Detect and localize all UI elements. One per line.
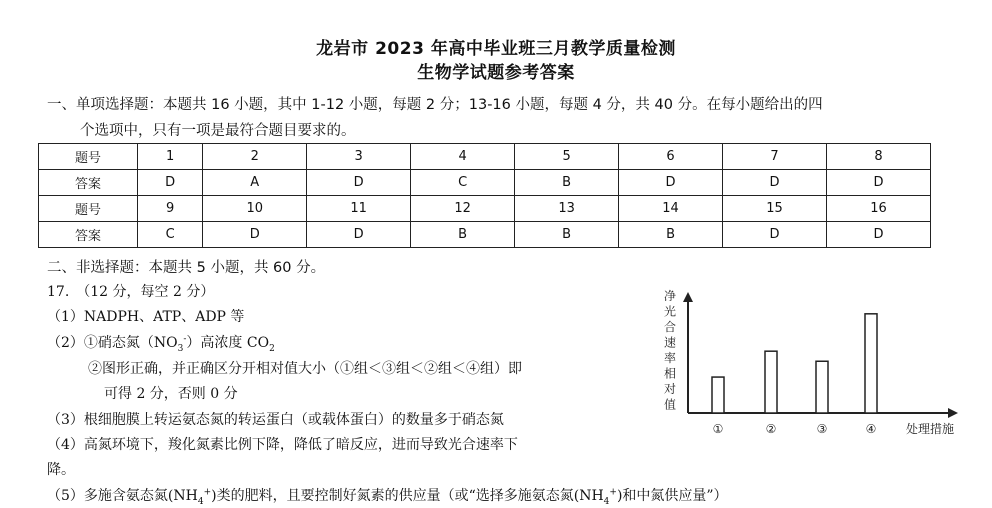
table-cell: 7 xyxy=(723,144,827,170)
table-cell: D xyxy=(723,222,827,248)
table-cell: C xyxy=(138,222,203,248)
y-axis-label: 净 xyxy=(663,289,677,303)
y-axis-label: 速 xyxy=(663,335,677,350)
table-cell: D xyxy=(203,222,307,248)
y-axis-label: 相 xyxy=(663,366,677,381)
answer-2a: （2）①硝态氮$(NO_3^-)$高浓度 $CO_2$ xyxy=(47,334,275,354)
bar xyxy=(712,377,724,413)
y-axis-label: 合 xyxy=(663,320,677,334)
table-cell: 3 xyxy=(307,144,411,170)
section2-heading: 二、非选择题：本题共 5 小题，共 60 分。 xyxy=(47,260,326,276)
y-axis-label: 值 xyxy=(663,397,677,412)
table-cell: B xyxy=(619,222,723,248)
bar-chart xyxy=(658,282,968,442)
x-tick-label: ④ xyxy=(865,422,877,436)
table-cell: D xyxy=(826,170,930,196)
x-axis-arrow xyxy=(948,408,958,418)
table-row xyxy=(39,170,931,196)
answer-2b: ②图形正确，并正确区分开相对值大小（①组＜③组＜②组＜④组）即 xyxy=(88,361,522,377)
answer-table xyxy=(38,143,931,248)
table-cell: A xyxy=(203,170,307,196)
table-cell: B xyxy=(411,222,515,248)
table-row xyxy=(39,222,931,248)
table-cell: D xyxy=(723,170,827,196)
table-cell: 9 xyxy=(138,196,203,222)
table-cell: 5 xyxy=(515,144,619,170)
y-axis-label: 对 xyxy=(663,382,677,396)
table-cell: 16 xyxy=(826,196,930,222)
section1-instructions: 一、单项选择题：本题共 16 小题，其中 1-12 小题，每题 2 分；13-16 小题，每题 4 分，共 40 分。在每小题给出的四 xyxy=(47,97,823,113)
y-axis-label: 率 xyxy=(663,351,677,365)
answer-3: （3）根细胞膜上转运氨态氮的转运蛋白（或载体蛋白）的数量多于硝态氮 xyxy=(47,412,504,428)
table-cell: 4 xyxy=(411,144,515,170)
table-cell: D xyxy=(307,170,411,196)
table-cell: 13 xyxy=(515,196,619,222)
table-cell: 12 xyxy=(411,196,515,222)
answer-4: （4）高氮环境下，羧化氮素比例下降，降低了暗反应，进而导致光合速率下 xyxy=(47,437,518,453)
table-cell: 8 xyxy=(826,144,930,170)
table-cell: 14 xyxy=(619,196,723,222)
bar xyxy=(765,351,777,413)
table-cell: 11 xyxy=(307,196,411,222)
table-cell: D xyxy=(619,170,723,196)
answer-4-cont: 降。 xyxy=(47,462,75,478)
table-cell: D xyxy=(307,222,411,248)
row-label: 题号 xyxy=(39,144,138,170)
bar xyxy=(865,314,877,413)
table-cell: 6 xyxy=(619,144,723,170)
y-axis-label: 光 xyxy=(663,304,677,319)
x-tick-label: ③ xyxy=(816,422,828,436)
doc-title-line1: 龙岩市 2023 年高中毕业班三月教学质量检测 xyxy=(316,39,676,59)
answer-1: （1）NADPH、ATP、ADP 等 xyxy=(47,309,245,325)
answer-2b-cont: 可得 2 分，否则 0 分 xyxy=(104,386,238,402)
table-cell: D xyxy=(826,222,930,248)
x-axis-label: 处理措施 xyxy=(905,422,955,436)
y-axis-arrow xyxy=(683,292,693,302)
table-cell: D xyxy=(138,170,203,196)
table-cell: 15 xyxy=(723,196,827,222)
table-cell: B xyxy=(515,222,619,248)
row-label: 答案 xyxy=(39,222,138,248)
x-tick-label: ① xyxy=(712,422,724,436)
row-label: 题号 xyxy=(39,196,138,222)
table-row xyxy=(39,144,931,170)
row-label: 答案 xyxy=(39,170,138,196)
x-tick-label: ② xyxy=(765,422,777,436)
table-row xyxy=(39,196,931,222)
table-cell: 2 xyxy=(203,144,307,170)
table-cell: B xyxy=(515,170,619,196)
section1-instructions-cont: 个选项中，只有一项是最符合题目要求的。 xyxy=(80,123,356,139)
q17-header: 17. （12 分，每空 2 分） xyxy=(47,284,215,300)
table-cell: 1 xyxy=(138,144,203,170)
answer-5: （5）多施含氨态氮$(NH_4^+)$类的肥料，且要控制好氮素的供应量（或“选择多施氨态氮$(NH_4^+)$和中氮供应量”） xyxy=(47,487,728,507)
bar xyxy=(816,361,828,413)
table-cell: C xyxy=(411,170,515,196)
doc-title-line2: 生物学试题参考答案 xyxy=(417,63,575,83)
table-cell: 10 xyxy=(203,196,307,222)
